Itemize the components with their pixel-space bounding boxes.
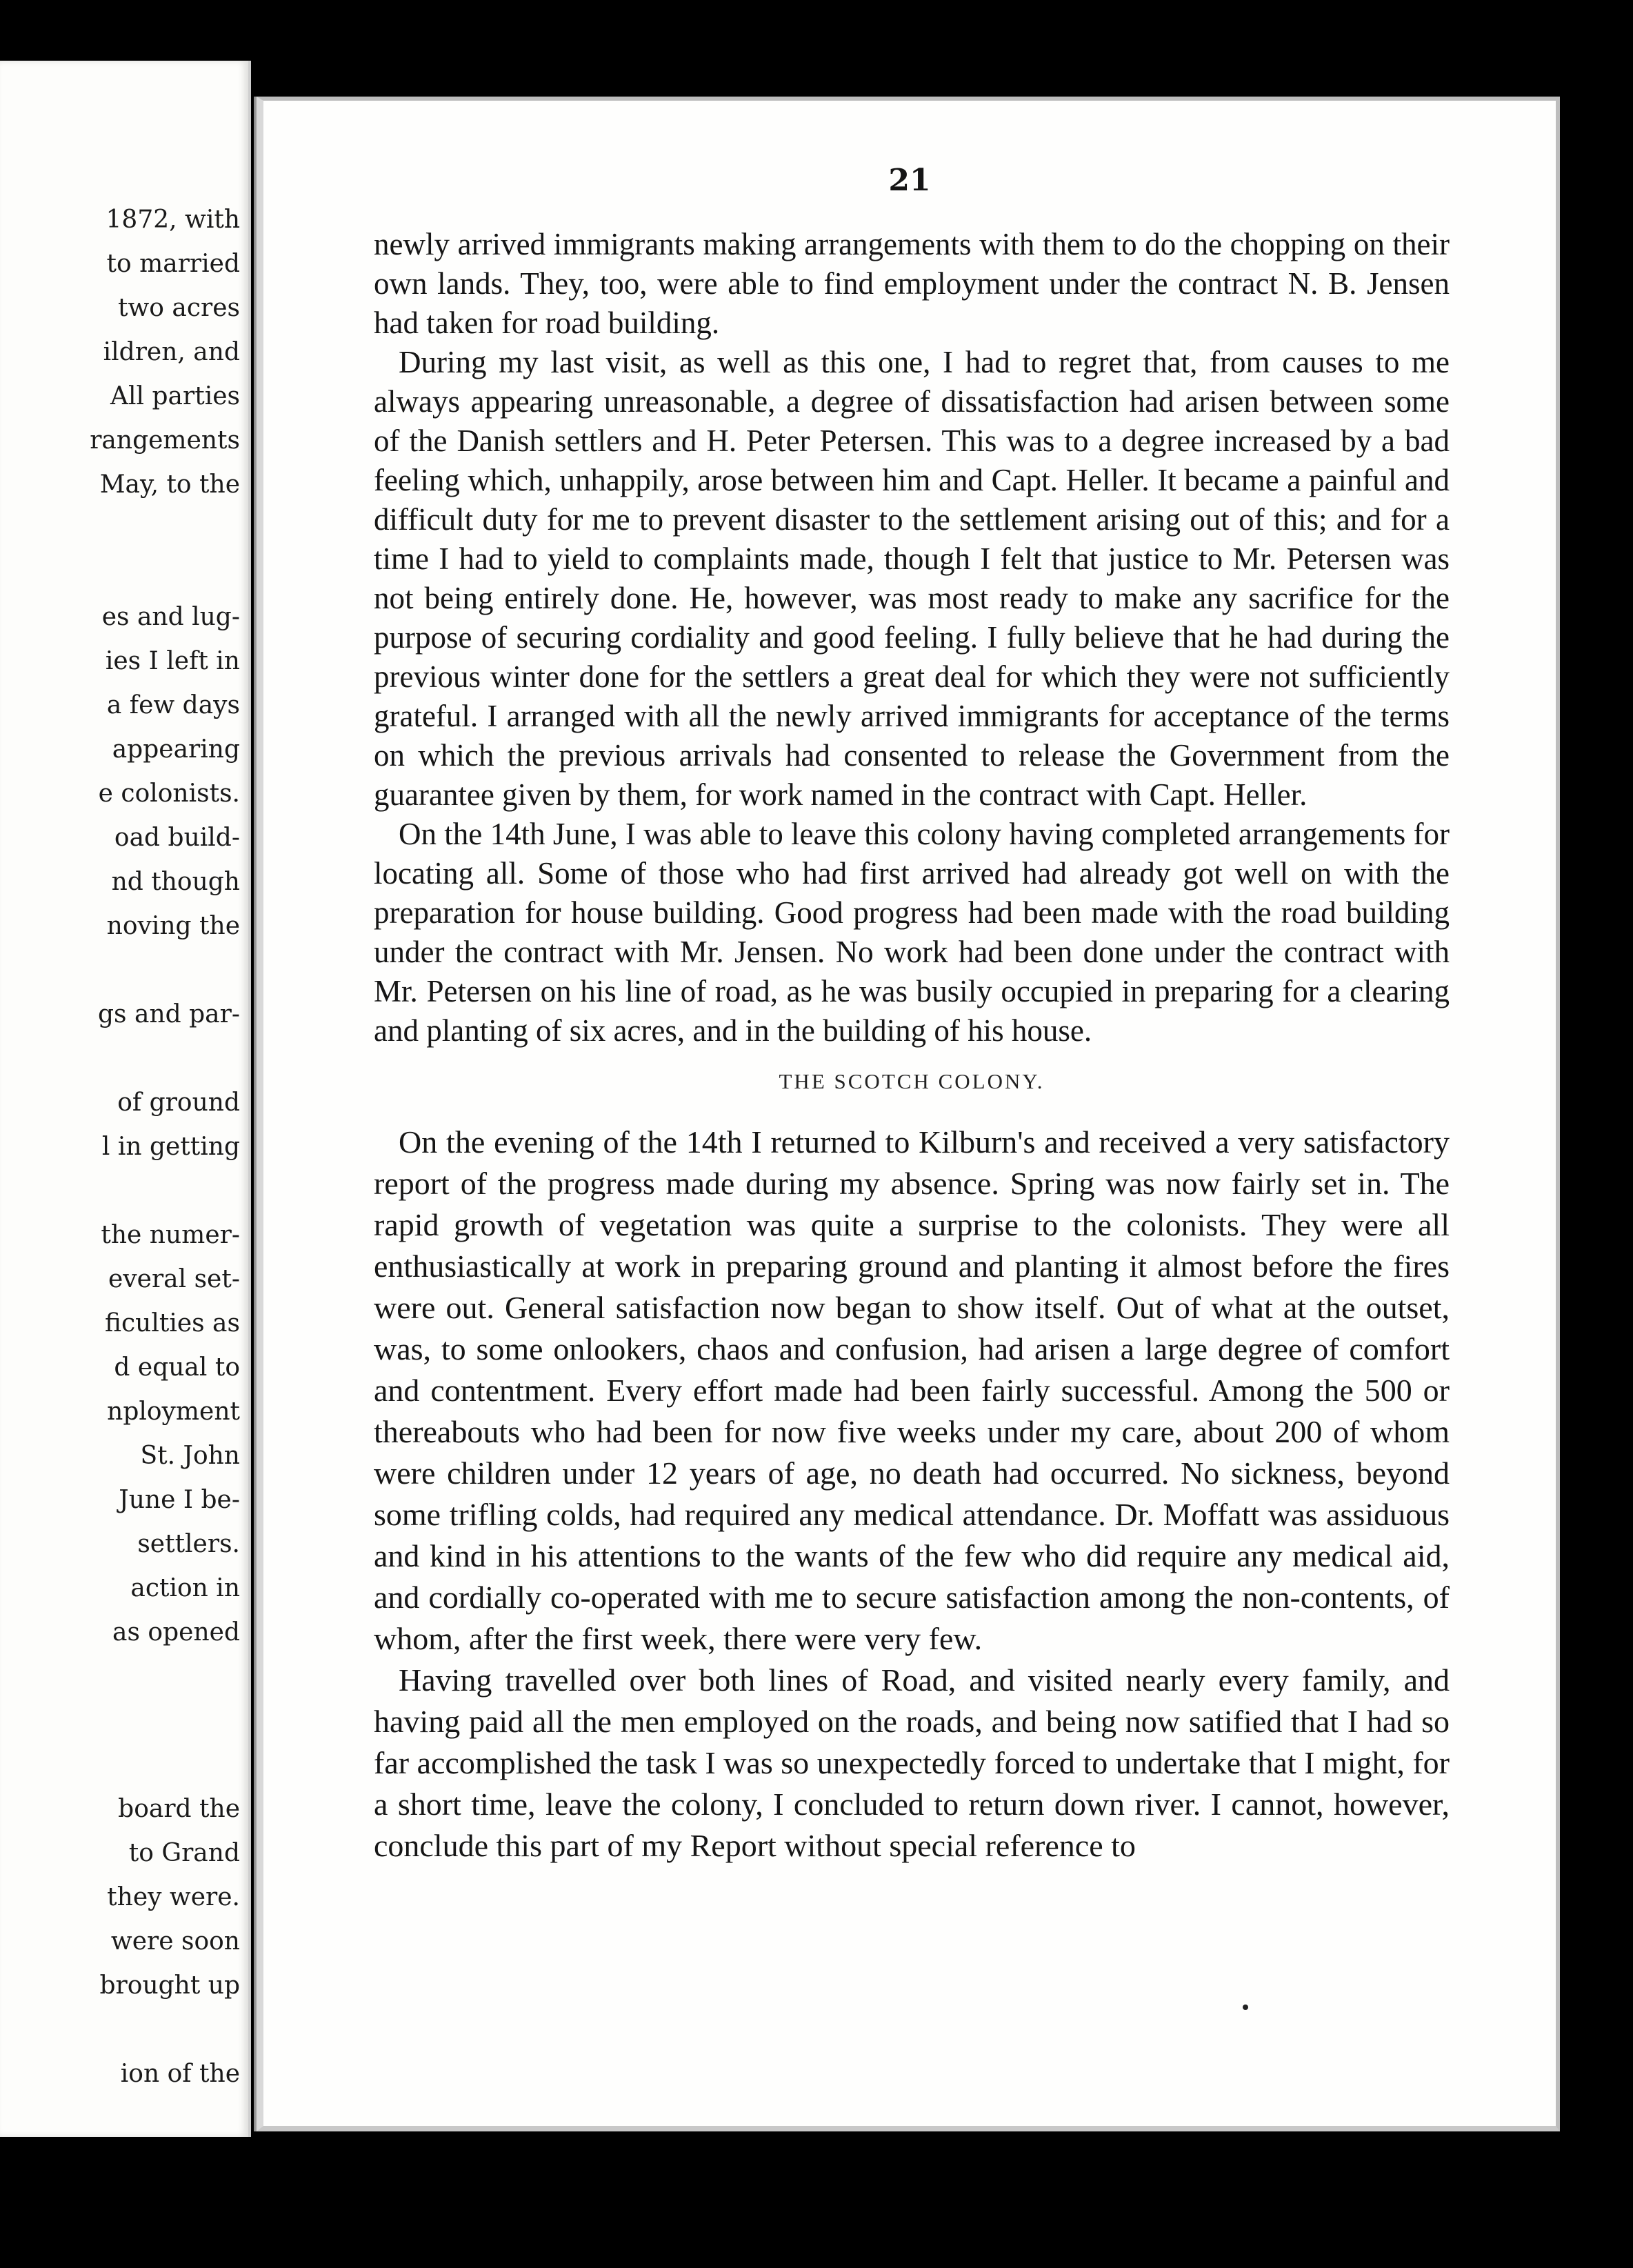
left-page-line: nd though (111, 868, 240, 896)
left-page-line: they were. (107, 1883, 240, 1911)
left-page-line: d equal to (114, 1353, 240, 1382)
left-page-line: the numer- (101, 1221, 240, 1249)
left-page-line: 1872, with (106, 206, 240, 234)
left-page-line: action in (130, 1574, 240, 1602)
left-page-line: ficulties as (104, 1309, 240, 1337)
left-page-line: ildren, and (103, 338, 240, 366)
left-page-line: ies I left in (105, 647, 240, 675)
page-body (374, 225, 1450, 1867)
left-page-line: of ground (117, 1088, 240, 1117)
left-page-line: to Grand (128, 1839, 240, 1867)
left-page-line: St. John (140, 1442, 240, 1470)
left-page-line: were soon (110, 1927, 240, 1956)
ink-speck (1243, 2005, 1248, 2010)
left-page-line: oad build- (114, 824, 240, 852)
right-page (257, 97, 1560, 2131)
left-page-line: a few days (106, 691, 240, 719)
paragraph: During my last visit, as well as this one, I had to regret that, from causes to me always appearing unreasonable, a degree of dissatisfaction had arisen between some of the Danish settlers and H. Peter Petersen. This was to a degree increased by a bad feeling which, unhappily, arose between him and Capt. Heller. It became a painful and difficult duty for me to prevent disaster to the settlement arising out of this; and for a time I had to yield to complaints made, though I felt that justice to Mr. Petersen was not being entirely done. He, however, was most ready to make any sacrifice for the purpose of securing cordiality and good feeling. I fully believe that he had during the previous winter done for the settlers a great deal for which they were not sufficiently grateful. I arranged with all the newly arrived immigrants for acceptance of the terms on which the previous arrivals had consented to release the Government from the guarantee given by them, for work named in the contract with Capt. Heller. (374, 345, 1450, 812)
left-page-line: All parties (110, 382, 240, 410)
left-page-line: nployment (107, 1397, 240, 1426)
left-page-line: settlers. (137, 1530, 240, 1558)
left-page-line: as opened (112, 1618, 240, 1647)
left-page-line: gs and par- (98, 1000, 240, 1028)
left-page-line: May, to the (99, 470, 240, 499)
left-page-line: June I be- (119, 1486, 240, 1514)
left-page-line: appearing (112, 735, 240, 764)
left-page-line: e colonists. (98, 779, 240, 808)
paragraph-continued: newly arrived immigrants making arrangements with them to do the chopping on their own lands. They, too, were able to find employment under the contract N. B. Jensen had taken for road building. (374, 227, 1450, 340)
left-page-line: noving the (106, 912, 240, 940)
paragraph: On the evening of the 14th I returned to Kilburn's and received a very satisfactory report of the progress made during my absence. Spring was now fairly set in. The rapid growth of vegetation was quite a surprise to the colonists. They were all enthusiastically at work in preparing ground and planting it almost before the fires were out. General satisfaction now began to show itself. Out of what at the outset, was, to some onlookers, chaos and confusion, had arisen a large degree of comfort and contentment. Every effort made had been fairly successful. Among the 500 or thereabouts who had been for now five weeks under my care, about 200 of whom were children under 12 years of age, no death had occurred. No sickness, beyond some trifling colds, had required any medical attendance. Dr. Moffatt was assiduous and kind in his attentions to the wants of the few who did require any medical aid, and cordially co-operated with me to secure satisfaction among the non-contents, of whom, after the first week, there were very few. (374, 1124, 1450, 1656)
left-page-line: two acres (117, 294, 240, 322)
paragraph: On the 14th June, I was able to leave this colony having completed arrangements for locating all. Some of those who had first arrived had already got well on with the preparation for house building. Good progress had been made with the road building under the contract with Mr. Jensen. No work had been done under the contract with Mr. Petersen on his line of road, as he was busily occupied in preparing for a clearing and planting of six acres, and in the building of his house. (374, 817, 1450, 1048)
left-page-line: es and lug- (101, 603, 240, 631)
section-heading: THE SCOTCH COLONY. (779, 1069, 1045, 1093)
left-page-line: board the (118, 1795, 240, 1823)
left-page-line: ion of the (120, 2060, 240, 2088)
left-page-line: l in getting (101, 1133, 240, 1161)
paragraph: Having travelled over both lines of Road, and visited nearly every family, and having paid all the men employed on the roads, and being now satified that I had so far accomplished the task I was so unexpectedly forced to undertake that I might, for a short time, leave the colony, I concluded to return down river. I cannot, however, conclude this part of my Report without special reference to (374, 1662, 1450, 1863)
left-page-line: to married (106, 250, 240, 278)
left-page-line: everal set- (108, 1265, 240, 1293)
left-page-line: brought up (99, 1971, 240, 2000)
section-body (374, 1122, 1450, 1867)
left-page (0, 61, 251, 2137)
page-number: 21 (888, 163, 931, 198)
left-page-line: rangements (90, 426, 240, 455)
